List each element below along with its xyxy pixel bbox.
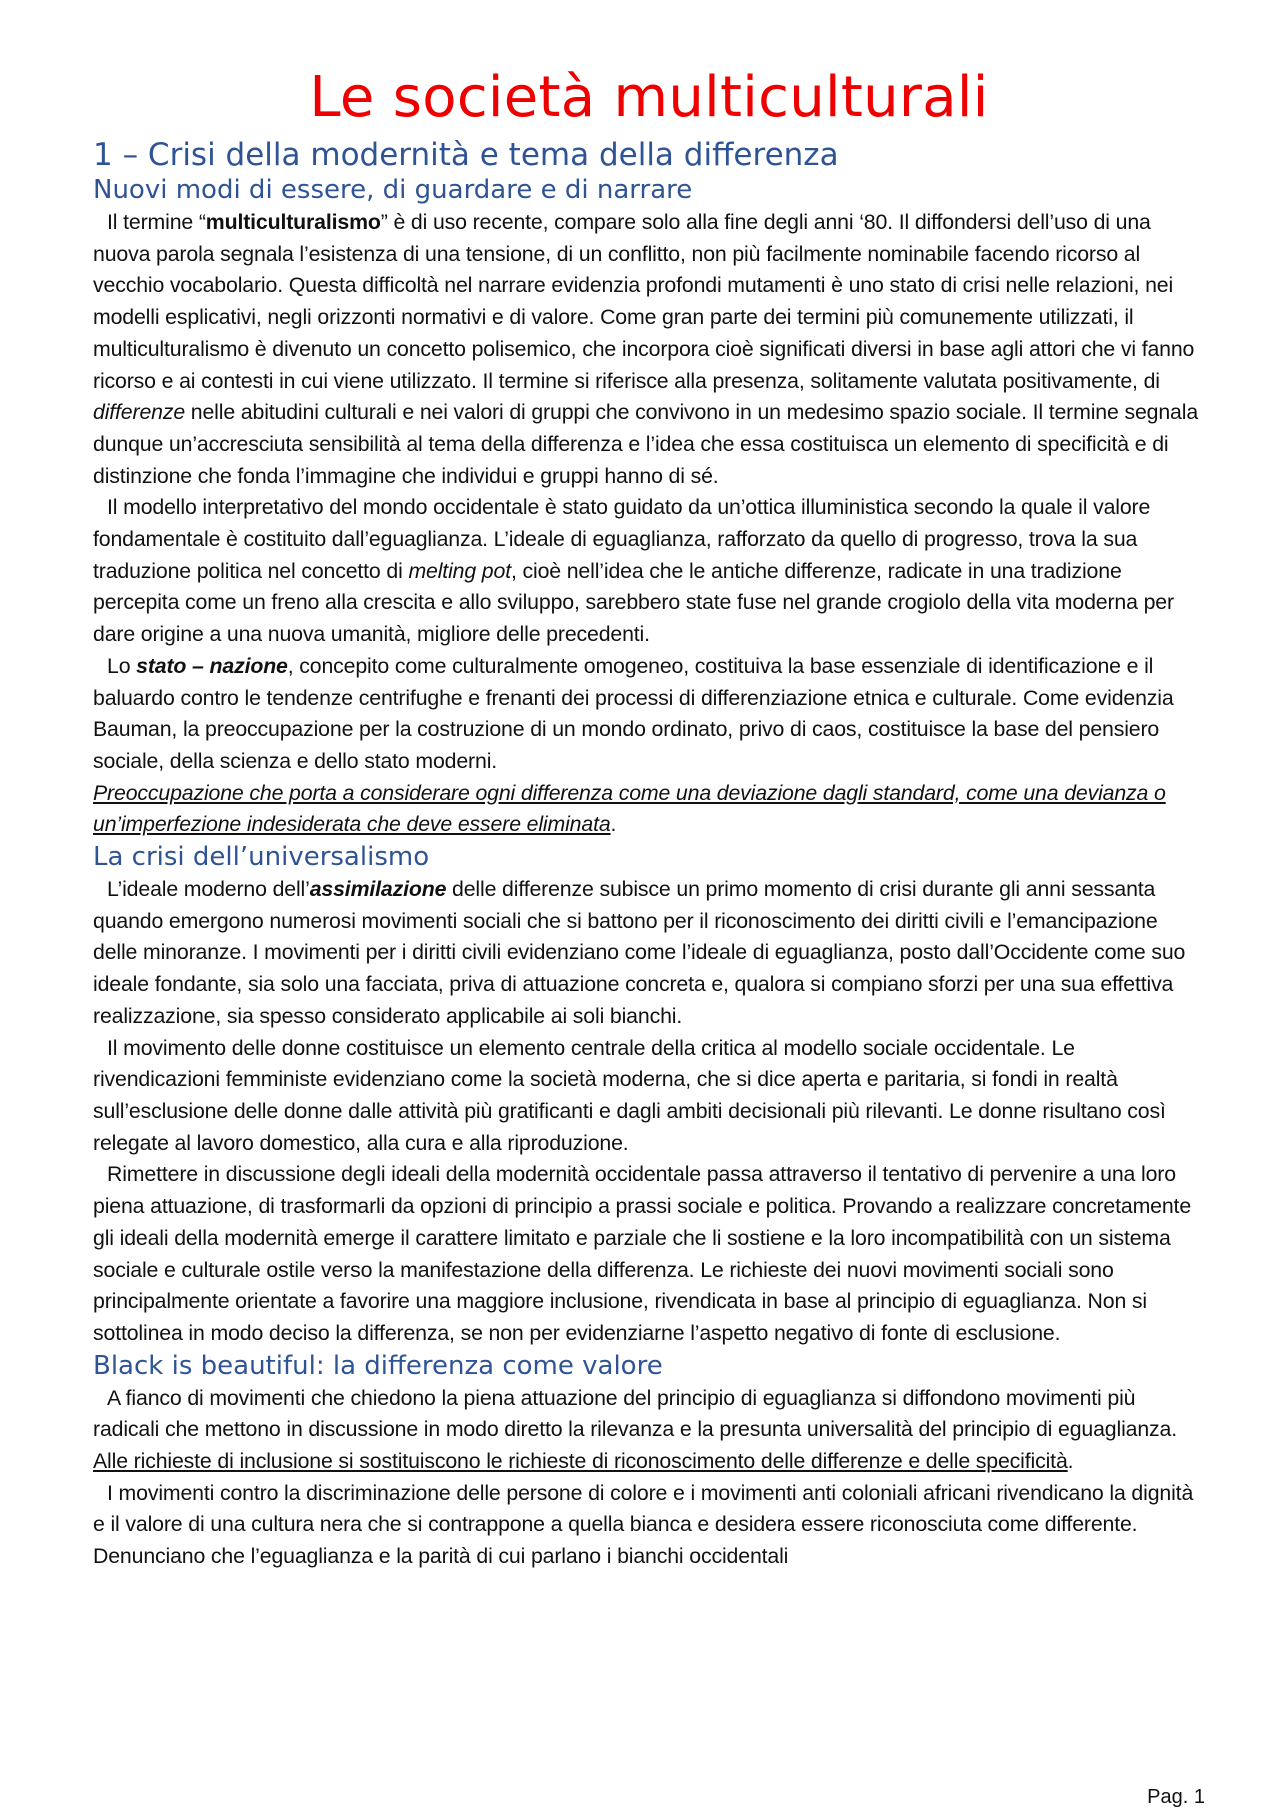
paragraph-8: A fianco di movimenti che chiedono la piena attuazione del principio di eguaglianza si diffondono movimenti più radicali che mettono in discussione in modo diretto la rilevanza e la presunta universalità del principio di eguaglianza. Alle richieste di inclusione si sostituiscono le richieste di riconoscimento delle differenze e delle specificità.: [93, 1385, 1178, 1474]
subheading-crisi-universalismo: La crisi dell’universalismo: [93, 842, 430, 873]
paragraph-2: Il modello interpretativo del mondo occidentale è stato guidato da un’ottica illuministica secondo la quale il valore fondamentale è costituito dall’eguaglianza. L’ideale di eguaglianza, rafforzato da quello di progresso, trova la sua traduzione politica nel concetto di melting pot, cioè nell’idea che le antiche differenze, radicate in una tradizione percepita come un freno alla crescita e allo sviluppo, sarebbero state fuse nel grande crogiolo della vita moderna per dare origine a una nuova umanità, migliore delle precedenti.: [93, 495, 1174, 647]
page-number: Pag. 1: [1147, 1786, 1205, 1808]
paragraph-9: I movimenti contro la discriminazione delle persone di colore e i movimenti anti coloniali africani rivendicano la dignità e il valore di una cultura nera che si contrappone a quella bianca e desidera essere riconosciuta come differente. Denunciano che l’eguaglianza e la parità di cui parlano i bianchi occidentali: [93, 1480, 1194, 1569]
italic-term: differenze: [93, 400, 186, 425]
document-body: [93, 62, 1205, 1573]
italic-term: melting pot: [408, 558, 511, 583]
underlined-text: Alle richieste di inclusione si sostituiscono le richieste di riconoscimento delle differenze e delle specificità: [93, 1449, 1068, 1474]
paragraph-1: Il termine “multiculturalismo” è di uso recente, compare solo alla fine degli anni ‘80. Il diffondersi dell’uso di una nuova parola segnala l’esistenza di una tensione, di un conflitto, non più facilmente nominabile facendo ricorso al vecchio vocabolario. Questa difficoltà nel narrare evidenzia profondi mutamenti è uno stato di crisi nelle relazioni, nei modelli esplicativi, negli orizzonti normativi e di valore. Come gran parte dei termini più comunemente utilizzati, il multiculturalismo è divenuto un concetto polisemico, che incorpora cioè significati diversi in base agli attori che vi fanno ricorso e ai contesti in cui viene utilizzato. Il termine si riferisce alla presenza, solitamente valutata positivamente, di differenze nelle abitudini culturali e nei valori di gruppi che convivono in un medesimo spazio sociale. Il termine segnala dunque un’accresciuta sensibilità al tema della differenza e l’idea che essa costituisca un elemento di specificità e di distinzione che fonda l’immagine che individui e gruppi hanno di sé.: [93, 210, 1199, 488]
paragraph-7: Rimettere in discussione degli ideali della modernità occidentale passa attraverso il tentativo di pervenire a una loro piena attuazione, di trasformarli da opzioni di principio a prassi sociale e politica. Provando a realizzare concretamente gli ideali della modernità emerge il carattere limitato e parziale che li sostiene e la loro incompatibilità con un sistema sociale e culturale ostile verso la manifestazione della differenza. Le richieste dei nuovi movimenti sociali sono principalmente orientate a favorire una maggiore inclusione, rivendicata in base al principio di eguaglianza. Non si sottolinea in modo deciso la differenza, se non per evidenziarne l’aspetto negativo di fonte di esclusione.: [93, 1162, 1192, 1345]
paragraph-6: Il movimento delle donne costituisce un elemento centrale della critica al modello sociale occidentale. Le rivendicazioni femministe evidenziano come la società moderna, che si dice aperta e paritaria, si fondi in realtà sull’esclusione delle donne dalle attività più gratificanti e dagli ambiti decisionali più rilevanti. Le donne risultano così relegate al lavoro domestico, alla cura e alla riproduzione.: [93, 1035, 1166, 1155]
bold-italic-term: assimilazione: [309, 877, 447, 902]
paragraph-3: Lo stato – nazione, concepito come culturalmente omogeneo, costituiva la base essenziale di identificazione e il baluardo contro le tendenze centrifughe e frenanti dei processi di differenziazione etnica e culturale. Come evidenzia Bauman, la preoccupazione per la costruzione di un mondo ordinato, privo di caos, costituisce la base del pensiero sociale, della scienza e dello stato moderni.: [93, 653, 1174, 773]
paragraph-5: L’ideale moderno dell’assimilazione delle differenze subisce un primo momento di crisi durante gli anni sessanta quando emergono numerosi movimenti sociali che si battono per il riconoscimento dei diritti civili e l’emancipazione delle minoranze. I movimenti per i diritti civili evidenziano come l’ideale di eguaglianza, posto dall’Occidente come suo ideale fondante, sia solo una facciata, priva di attuazione concreta e, qualora si compiano sforzi per una sua effettiva realizzazione, sia spesso considerato applicabile ai soli bianchi.: [93, 877, 1186, 1028]
document-title: Le società multiculturali: [309, 65, 989, 130]
underlined-italic-text: Preoccupazione che porta a considerare ogni differenza come una deviazione dagli standard, come una devianza o un’imperfezione indesiderata che deve essere eliminata: [93, 780, 1166, 837]
bold-term: multiculturalismo: [205, 210, 381, 234]
section-heading-1: 1 – Crisi della modernità e tema della differenza: [93, 137, 839, 173]
bold-italic-term: stato – nazione: [136, 653, 288, 678]
subheading-nuovi-modi: Nuovi modi di essere, di guardare e di narrare: [93, 175, 693, 205]
subheading-black-is-beautiful: Black is beautiful: la differenza come valore: [93, 1350, 663, 1381]
paragraph-4: Preoccupazione che porta a considerare ogni differenza come una deviazione dagli standard, come una devianza o un’imperfezione indesiderata che deve essere eliminata.: [93, 780, 1166, 837]
